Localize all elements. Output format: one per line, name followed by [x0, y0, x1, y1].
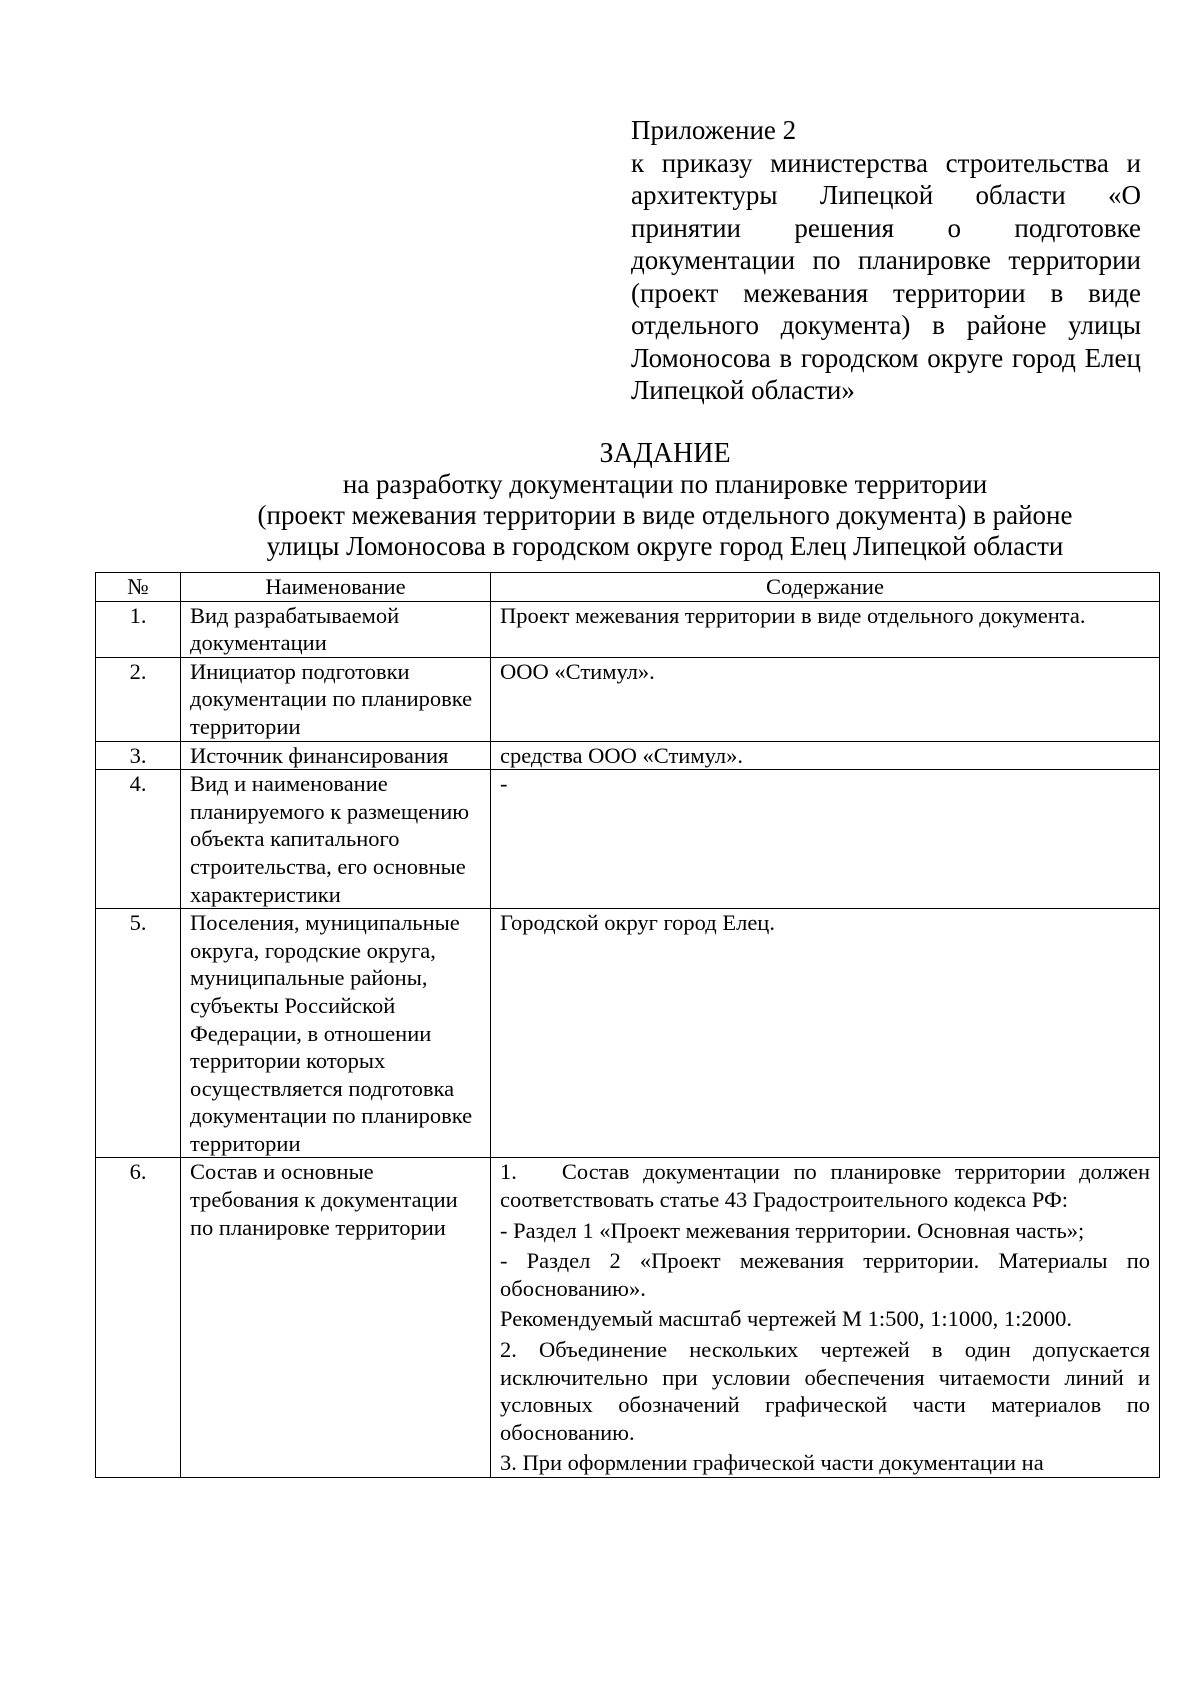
table-header-row	[96, 573, 1160, 602]
content-paragraph: - Раздел 2 «Проект межевания территории. Материалы по обоснованию».	[500, 1248, 1150, 1301]
table-row	[96, 741, 1160, 770]
appendix-label: Приложение 2	[631, 115, 797, 145]
row-name: Вид разрабатываемой документации	[181, 601, 491, 657]
row-content: Городской округ город Елец.	[491, 909, 1160, 1158]
task-table	[95, 572, 1160, 1478]
content-paragraph: Рекомендуемый масштаб чертежей М 1:500, 1:1000, 1:2000.	[500, 1306, 1073, 1332]
row-content: Проект межевания территории в виде отдельного документа.	[491, 601, 1160, 657]
title-line-2: на разработку документации по планировке территории	[342, 469, 988, 499]
table-row	[96, 1158, 1160, 1478]
content-paragraph: - Раздел 1 «Проект межевания территории. Основная часть»;	[500, 1217, 1085, 1243]
row-name: Состав и основные требования к документации по планировке территории	[181, 1158, 491, 1478]
row-name: Инициатор подготовки документации по планировке территории	[181, 657, 491, 741]
row-content: ООО «Стимул».	[491, 657, 1160, 741]
header-num: №	[96, 573, 181, 602]
row-number: 4.	[96, 770, 181, 909]
header-name: Наименование	[181, 573, 491, 602]
header-content: Содержание	[491, 573, 1160, 602]
content-paragraph: 3. При оформлении графической части документации на	[500, 1450, 1044, 1476]
appendix-header	[631, 114, 1141, 407]
title-line-3: (проект межевания территории в виде отдельного документа) в районе	[257, 500, 1073, 530]
row-number: 5.	[96, 909, 181, 1158]
table-row	[96, 601, 1160, 657]
row-content: -	[491, 770, 1160, 909]
row-number: 6.	[96, 1158, 181, 1478]
appendix-order-reference: к приказу министерства строительства и архитектуры Липецкой области «О принятии решения о подготовке документации по планировке территории (проект межевания территории в виде отдельного документа) в районе улицы Ломоносова в городском округе город Елец Липецкой области»	[631, 147, 1141, 405]
row-number: 3.	[96, 741, 181, 770]
row-content: средства ООО «Стимул».	[491, 741, 1160, 770]
title-main: ЗАДАНИЕ	[599, 438, 731, 469]
content-paragraph: 2. Объединение нескольких чертежей в один допускается исключительно при условии обеспечения читаемости линий и условных обозначений графической части материалов по обоснованию.	[500, 1337, 1150, 1445]
row-name: Источник финансирования	[181, 741, 491, 770]
table-row	[96, 909, 1160, 1158]
row-number: 2.	[96, 657, 181, 741]
row-name: Поселения, муниципальные округа, городские округа, муниципальные районы, субъекты Российской Федерации, в отношении территории которых осуществляется подготовка документации по планировке территории	[181, 909, 491, 1158]
document-title	[90, 438, 1200, 562]
table-row	[96, 770, 1160, 909]
row-name: Вид и наименование планируемого к размещению объекта капитального строительства, его основные характеристики	[181, 770, 491, 909]
content-paragraph: 1. Состав документации по планировке территории должен соответствовать статье 43 Градостроительного кодекса РФ:	[500, 1159, 1150, 1213]
row-number: 1.	[96, 601, 181, 657]
title-line-4: улицы Ломоносова в городском округе город Елец Липецкой области	[266, 531, 1064, 561]
table-row	[96, 657, 1160, 741]
row-content	[491, 1158, 1160, 1478]
